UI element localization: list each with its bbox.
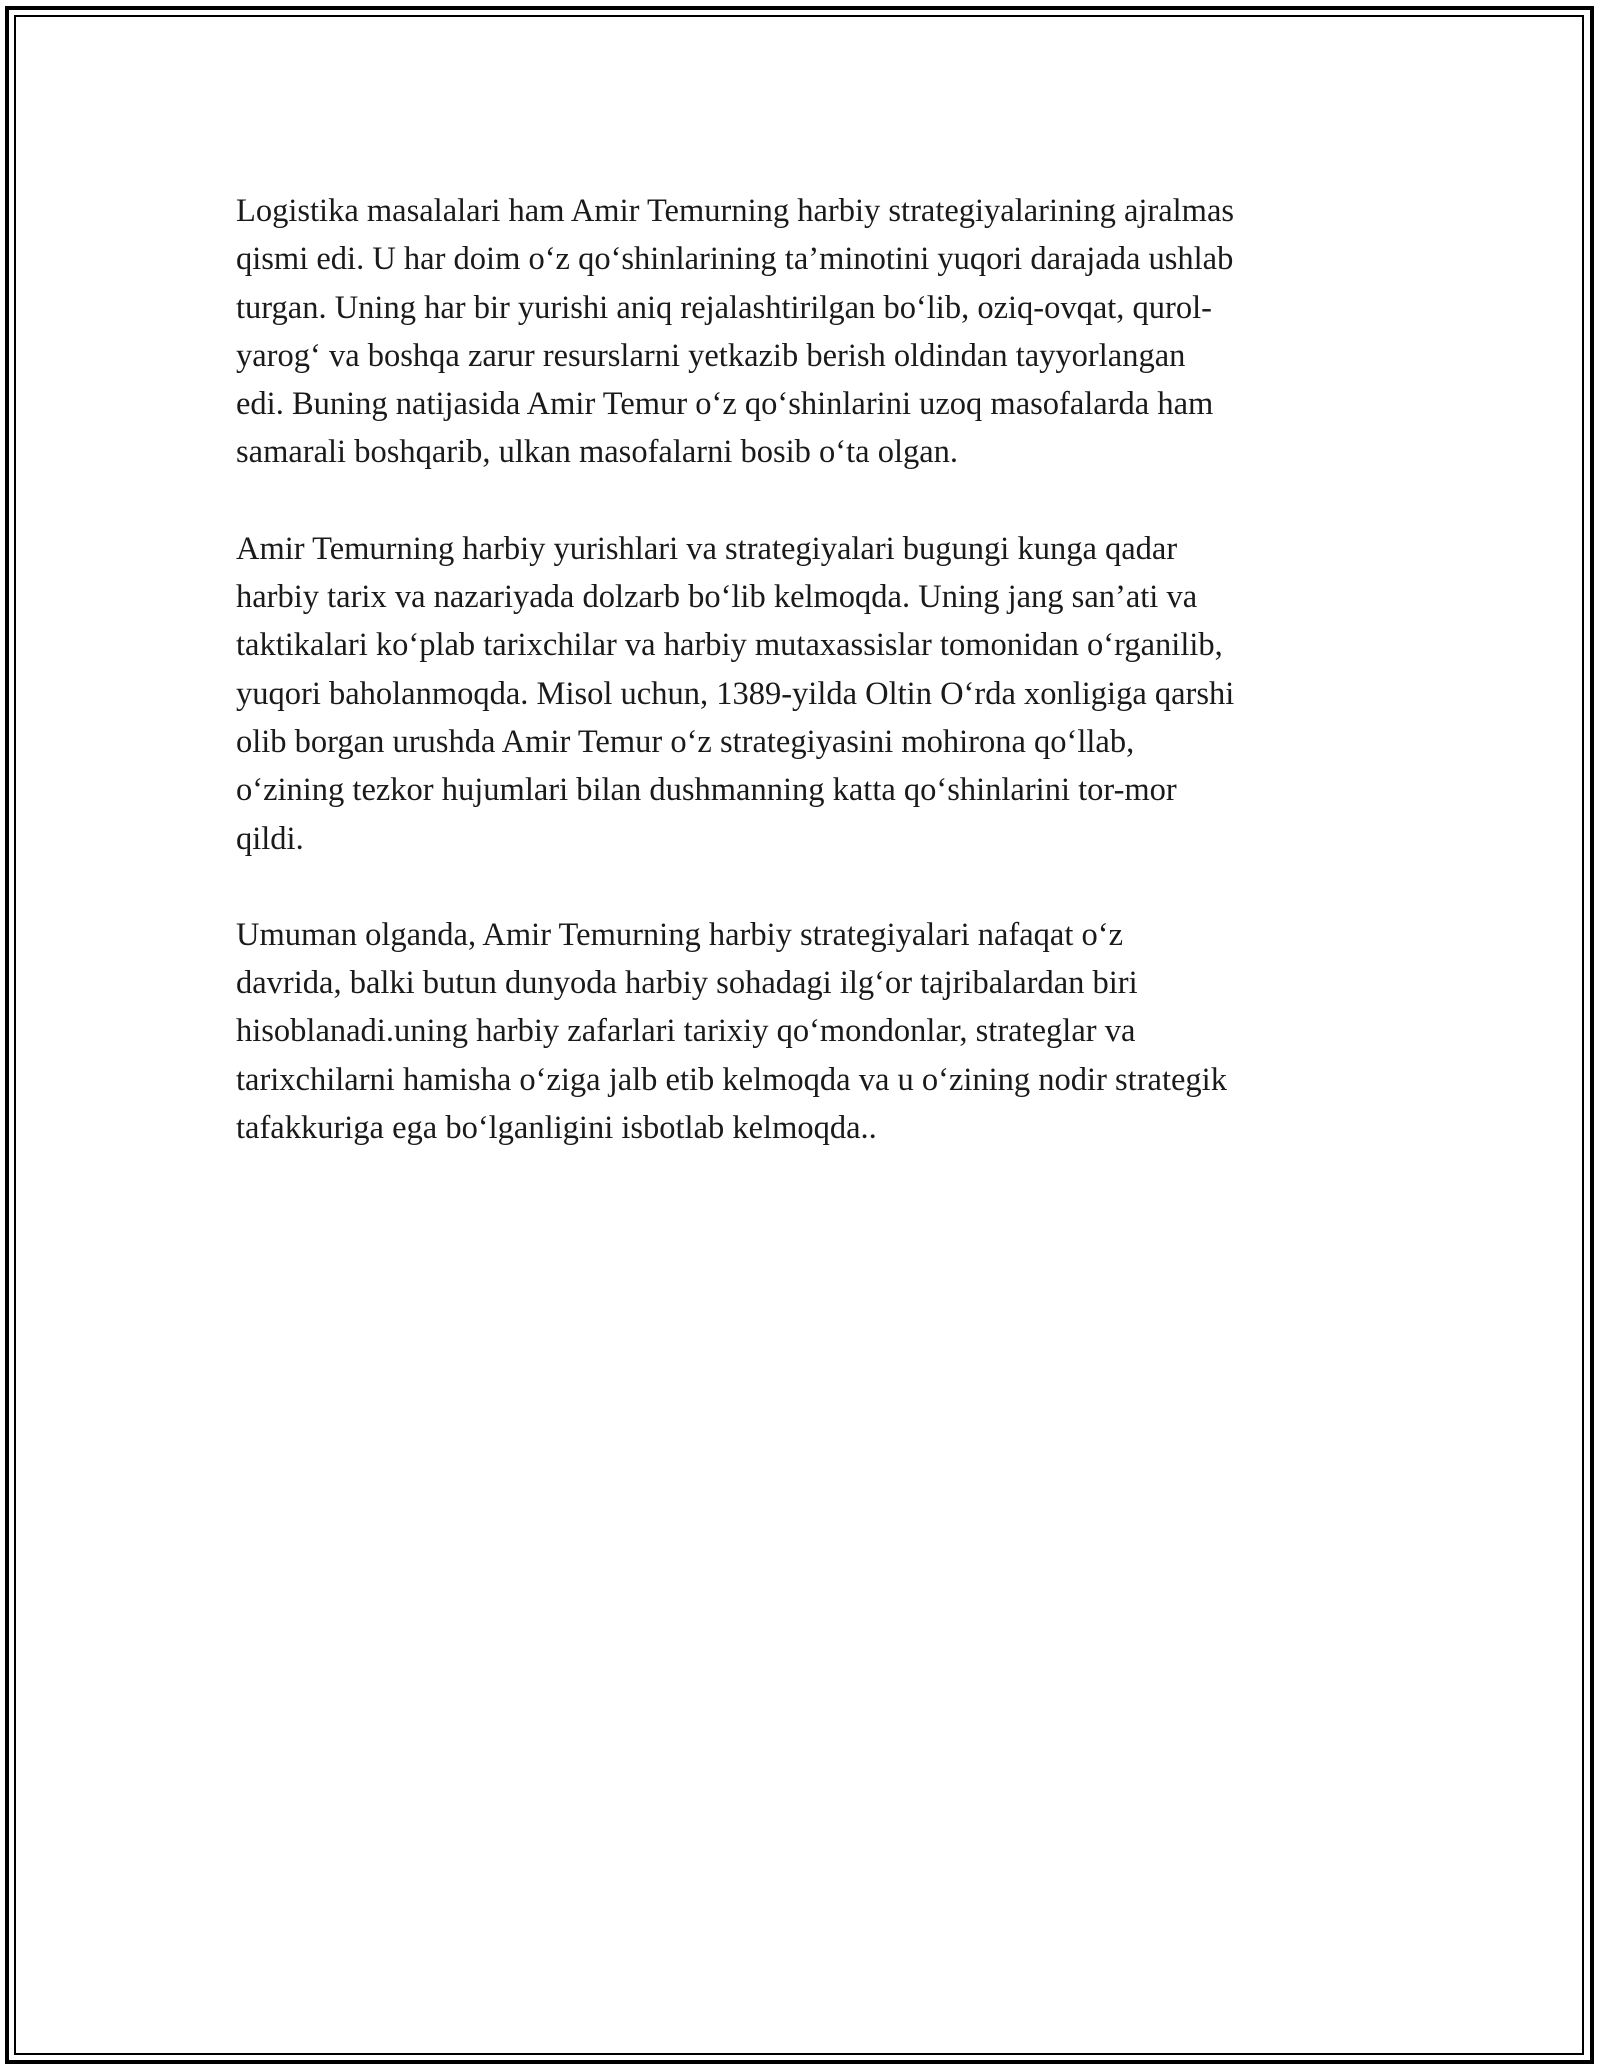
text-line: edi. Buning natijasida Amir Temur o‘z qo‘shinlarini uzoq masofalarda ham <box>236 386 1214 423</box>
document-body <box>236 187 1376 1200</box>
text-line: yuqori baholanmoqda. Misol uchun, 1389-yilda Oltin O‘rda xonligiga qarshi <box>236 675 1235 712</box>
text-line: turgan. Uning har bir yurishi aniq rejalashtirilgan bo‘lib, oziq-ovqat, qurol- <box>236 289 1212 326</box>
paragraph-logistics <box>236 187 1376 477</box>
text-line: Logistika masalalari ham Amir Temurning harbiy strategiyalarining ajralmas <box>236 193 1235 229</box>
text-line: Umuman olganda, Amir Temurning harbiy strategiyalari nafaqat o‘z <box>236 916 1123 953</box>
text-line: yarog‘ va boshqa zarur resurslarni yetkazib berish oldindan tayyorlangan <box>236 337 1186 374</box>
paragraph-conclusion <box>236 911 1376 1152</box>
text-line: olib borgan urushda Amir Temur o‘z strategiyasini mohirona qo‘llab, <box>236 723 1135 760</box>
text-line: qildi. <box>236 820 304 857</box>
paragraph-campaigns <box>236 525 1376 863</box>
text-line: samarali boshqarib, ulkan masofalarni bosib o‘ta olgan. <box>236 434 959 471</box>
text-line: taktikalari ko‘plab tarixchilar va harbiy mutaxassislar tomonidan o‘rganilib, <box>236 627 1223 664</box>
text-line: harbiy tarix va nazariyada dolzarb bo‘lib kelmoqda. Uning jang san’ati va <box>236 579 1198 616</box>
text-line: davrida, balki butun dunyoda harbiy sohadagi ilg‘or tajribalardan biri <box>236 965 1138 1002</box>
text-line: qismi edi. U har doim o‘z qo‘shinlarining ta’minotini yuqori darajada ushlab <box>236 241 1234 278</box>
text-line: Amir Temurning harbiy yurishlari va strategiyalari bugungi kunga qadar <box>236 530 1178 567</box>
text-line: hisoblanadi.uning harbiy zafarlari tarixiy qo‘mondonlar, strateglar va <box>236 1013 1136 1050</box>
text-line: o‘zining tezkor hujumlari bilan dushmanning katta qo‘shinlarini tor-mor <box>236 772 1177 809</box>
text-line: tarixchilarni hamisha o‘ziga jalb etib kelmoqda va u o‘zining nodir strategik <box>236 1061 1227 1098</box>
text-line: tafakkuriga ega bo‘lganligini isbotlab kelmoqda.. <box>236 1110 877 1147</box>
